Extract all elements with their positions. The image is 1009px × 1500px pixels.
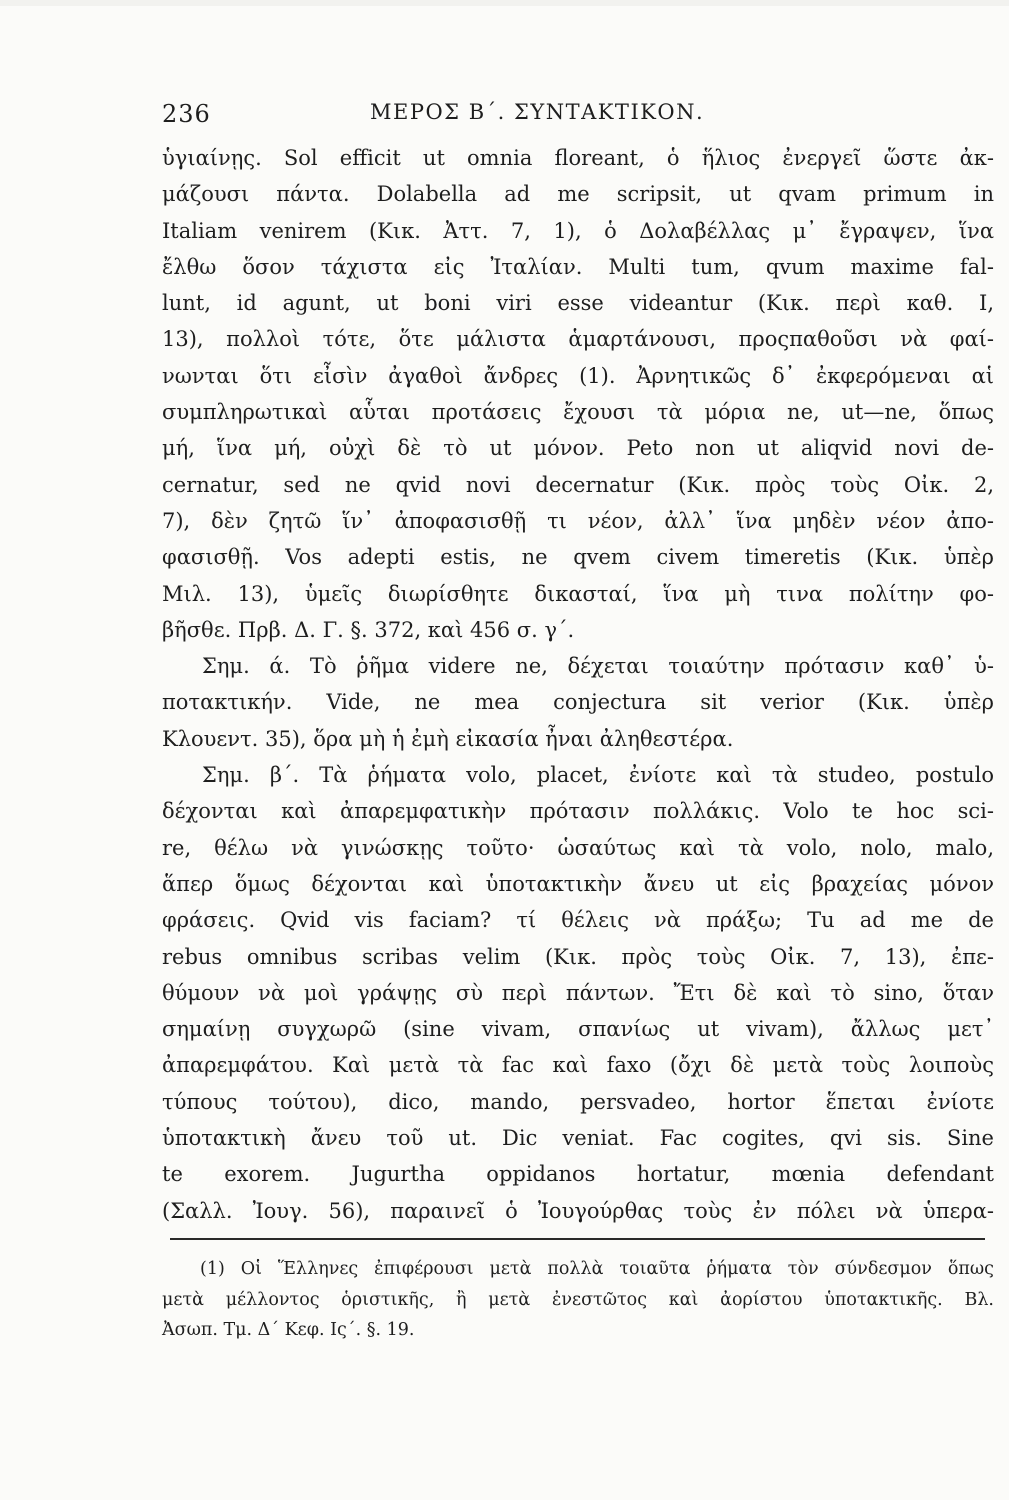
text-line: σημαίνῃ συγχωρῶ (sine vivam, σπανίως ut vivam), ἄλλως μετ᾽ <box>162 1017 994 1042</box>
page-number: 236 <box>162 100 211 128</box>
footnote-line: (1) Οἱ Ἕλληνες ἐπιφέρουσι μετὰ πολλὰ τοιαῦτα ῥήματα τὸν σύνδεσμον ὅπως <box>200 1259 994 1279</box>
text-line: rebus omnibus scribas velim (Κικ. πρὸς τοὺς Οἰκ. 7, 13), ἐπε- <box>162 944 994 969</box>
text-line: θύμουν νὰ μοὶ γράψῃς σὺ περὶ πάντων. Ἔτι δὲ καὶ τὸ sino, ὅταν <box>162 980 994 1005</box>
running-head <box>162 96 994 136</box>
text-line: φασισθῇ. Vos adepti estis, ne qvem civem timeretis (Κικ. ὑπὲρ <box>162 545 994 570</box>
text-line: Κλουεντ. 35), ὅρα μὴ ἡ ἐμὴ εἰκασία ἦναι ἀληθεστέρα. <box>162 726 734 751</box>
main-paragraph <box>162 140 994 648</box>
text-line: ἔλθω ὅσον τάχιστα εἰς Ἰταλίαν. Multi tum, qvum maxime fal- <box>162 254 994 279</box>
text-line: lunt, id agunt, ut boni viri esse videantur (Κικ. περὶ καθ. I, <box>162 291 994 316</box>
text-line: δέχονται καὶ ἀπαρεμφατικὴν πρότασιν πολλάκις. Volo te hoc sci- <box>162 799 994 824</box>
text-line: φράσεις. Qvid vis faciam? τί θέλεις νὰ πράξω; Tu ad me de <box>162 908 994 933</box>
footnote-line: Ἀσωπ. Τμ. Δ΄ Κεφ. Ις΄. §. 19. <box>162 1320 415 1340</box>
text-line: 7), δὲν ζητῶ ἵν᾽ ἀποφασισθῇ τι νέον, ἀλλ᾽ ἵνα μηδὲν νέον ἀπο- <box>162 508 994 533</box>
text-line: ἀπαρεμφάτου. Καὶ μετὰ τὰ fac καὶ faxo (ὄχι δὲ μετὰ τοὺς λοιποὺς <box>162 1053 994 1078</box>
page-top-edge <box>0 0 1009 6</box>
text-line: βῆσθε. Πρβ. Δ. Γ. §. 372, καὶ 456 σ. γ΄. <box>162 617 575 642</box>
text-line: ἅπερ ὅμως δέχονται καὶ ὑποτακτικὴν ἄνευ ut εἰς βραχείας μόνον <box>162 871 994 896</box>
text-line: ὑγιαίνῃς. Sol efficit ut omnia floreant, ὁ ἥλιος ἐνεργεῖ ὥστε ἀκ- <box>162 146 994 170</box>
text-line: 13), πολλοὶ τότε, ὅτε μάλιστα ἁμαρτάνουσι, προςπαθοῦσι νὰ φαί- <box>162 327 994 352</box>
text-line: Italiam venirem (Κικ. Ἀττ. 7, 1), ὁ Δολαβέλλας μ᾽ ἔγραψεν, ἵνα <box>162 218 994 243</box>
text-line: Σημ. β΄. Τὰ ῥήματα volo, placet, ἐνίοτε καὶ τὰ studeo, postulo <box>202 763 994 788</box>
text-line: ποτακτικήν. Vide, ne mea conjectura sit verior (Κικ. ὑπὲρ <box>162 690 994 715</box>
text-line: Μιλ. 13), ὑμεῖς διωρίσθητε δικασταί, ἵνα μὴ τινα πολίτην φο- <box>162 581 994 606</box>
note-b-paragraph <box>162 757 994 1229</box>
footnote-line: μετὰ μέλλοντος ὁριστικῆς, ἢ μετὰ ἐνεστῶτος καὶ ἀορίστου ὑποτακτικῆς. Βλ. <box>162 1289 994 1310</box>
text-line: συμπληρωτικαὶ αὗται προτάσεις ἔχουσι τὰ μόρια ne, ut—ne, ὅπως <box>162 400 994 425</box>
text-line: ὑποτακτικὴ ἄνευ τοῦ ut. Dic veniat. Fac cogites, qvi sis. Sine <box>162 1126 994 1151</box>
text-line: μή, ἵνα μή, οὐχὶ δὲ τὸ ut μόνον. Peto non ut aliqvid novi de- <box>162 436 994 461</box>
book-page <box>162 96 994 1229</box>
text-line: (Σαλλ. Ἰουγ. 56), παραινεῖ ὁ Ἰουγούρθας τοὺς ἐν πόλει νὰ ὑπερα- <box>162 1198 994 1223</box>
footnote-rule <box>170 1238 985 1240</box>
text-line: re, θέλω νὰ γινώσκῃς τοῦτο· ὡσαύτως καὶ τὰ volo, nolo, malo, <box>162 835 994 860</box>
note-a-paragraph <box>162 648 994 757</box>
text-line: τύπους τούτου), dico, mando, persvadeo, hortor ἕπεται ἐνίοτε <box>162 1089 994 1114</box>
text-line: Σημ. ά. Τὸ ῥῆμα videre ne, δέχεται τοιαύτην πρότασιν καθ᾽ ὑ- <box>202 654 994 679</box>
text-line: cernatur, sed ne qvid novi decernatur (Κικ. πρὸς τοὺς Οἰκ. 2, <box>162 472 994 497</box>
text-line: μάζουσι πάντα. Dolabella ad me scripsit, ut qvam primum in <box>162 182 994 207</box>
text-line: te exorem. Jugurtha oppidanos hortatur, mœnia defendant <box>162 1162 994 1187</box>
footnote <box>162 1254 994 1346</box>
header-title: ΜΕΡΟΣ Β΄. ΣΥΝΤΑΚΤΙΚΟΝ. <box>370 100 705 124</box>
text-line: νωνται ὅτι εἶσὶν ἀγαθοὶ ἄνδρες (1). Ἀρνητικῶς δ᾽ ἐκφερόμεναι αἱ <box>162 363 994 388</box>
